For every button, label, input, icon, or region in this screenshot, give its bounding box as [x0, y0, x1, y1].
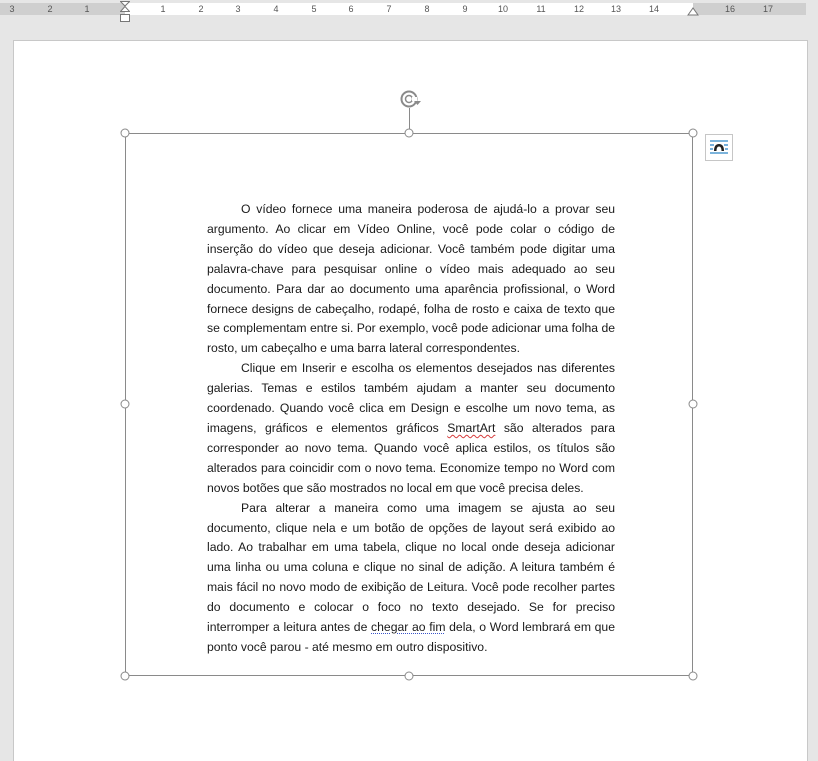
paragraph-3 [207, 499, 615, 658]
layout-options-icon [706, 135, 732, 160]
layout-options-button[interactable] [705, 134, 733, 161]
ruler-label: 1 [84, 4, 90, 14]
ruler-label: 10 [497, 4, 509, 14]
first-line-indent-marker-icon[interactable] [120, 1, 130, 23]
right-indent-marker-icon[interactable] [687, 6, 699, 16]
ruler-label: 13 [610, 4, 622, 14]
spelling-flagged-word[interactable]: SmartArt [447, 420, 496, 435]
resize-handle-bottom[interactable] [405, 672, 414, 681]
paragraph-text: Clique em Inserir e escolha os elementos desejados nas diferentes galerias. Temas e estilos também ajudam a manter seu documento coordenado. Quando você clica em Design e escolhe um novo tema, as imagens, gráficos e elementos gráficos [207, 361, 615, 435]
grammar-flagged-phrase[interactable]: chegar ao fim [371, 620, 446, 635]
ruler-label: 6 [348, 4, 354, 14]
ruler-label: 14 [648, 4, 660, 14]
paragraph-1 [207, 200, 615, 359]
paragraph-2 [207, 359, 615, 498]
ruler-label: 4 [273, 4, 279, 14]
ruler-label: 12 [573, 4, 585, 14]
ruler-label: 7 [386, 4, 392, 14]
ruler-label: 2 [47, 4, 53, 14]
resize-handle-top-left[interactable] [121, 129, 130, 138]
resize-handle-top-right[interactable] [689, 129, 698, 138]
resize-handle-right[interactable] [689, 400, 698, 409]
ruler-label: 3 [235, 4, 241, 14]
resize-handle-left[interactable] [121, 400, 130, 409]
resize-handle-top[interactable] [405, 129, 414, 138]
ruler-label: 17 [762, 4, 774, 14]
resize-handle-bottom-left[interactable] [121, 672, 130, 681]
paragraph-text: dela, o Word lembrará em que ponto você parou - até mesmo em outro dispositivo. [207, 620, 615, 654]
paragraph-text: Para alterar a maneira como uma imagem se ajusta ao seu documento, clique nela e um botão de opções de layout será exibido ao lado. Ao trabalhar em uma tabela, clique no local onde deseja adicionar uma linha ou uma coluna e clique no sinal de adição. A leitura também é mais fácil no novo modo de exibição de Leitura. Você pode recolher partes do documento e colocar o foco no texto desejado. Se for preciso interromper a leitura antes de [207, 500, 615, 635]
ruler-left-margin [0, 3, 125, 15]
ruler-right-margin [693, 3, 806, 15]
ruler-label: 11 [536, 4, 546, 14]
rotate-handle-icon[interactable] [397, 88, 423, 110]
ruler-label: 9 [462, 4, 468, 14]
ruler-label: 3 [9, 4, 15, 14]
text-box-content[interactable] [207, 200, 615, 658]
ruler-label: 5 [311, 4, 317, 14]
paragraph-text: são alterados para corresponder ao novo tema. Quando você aplica estilos, os títulos são alterados para coincidir com o novo tema. Economize tempo no Word com novos botões que são mostrados no local em que você precisa deles. [207, 420, 615, 495]
resize-handle-bottom-right[interactable] [689, 672, 698, 681]
ruler-label: 16 [724, 4, 736, 14]
ruler-label: 1 [160, 4, 166, 14]
ruler-label: 8 [424, 4, 430, 14]
ruler-label: 2 [198, 4, 204, 14]
paragraph-text: O vídeo fornece uma maneira poderosa de ajudá-lo a provar seu argumento. Ao clicar em Vídeo Online, você pode colar o código de inserção do vídeo que deseja adicionar. Você também pode digitar uma palavra-chave para pesquisar online o vídeo mais adequado ao seu documento. Para dar ao documento uma aparência profissional, o Word fornece designs de cabeçalho, rodapé, folha de rosto e caixa de texto que se complementam entre si. Por exemplo, você pode adicionar uma folha de rosto, um cabeçalho e uma barra lateral correspondentes. [207, 202, 615, 356]
